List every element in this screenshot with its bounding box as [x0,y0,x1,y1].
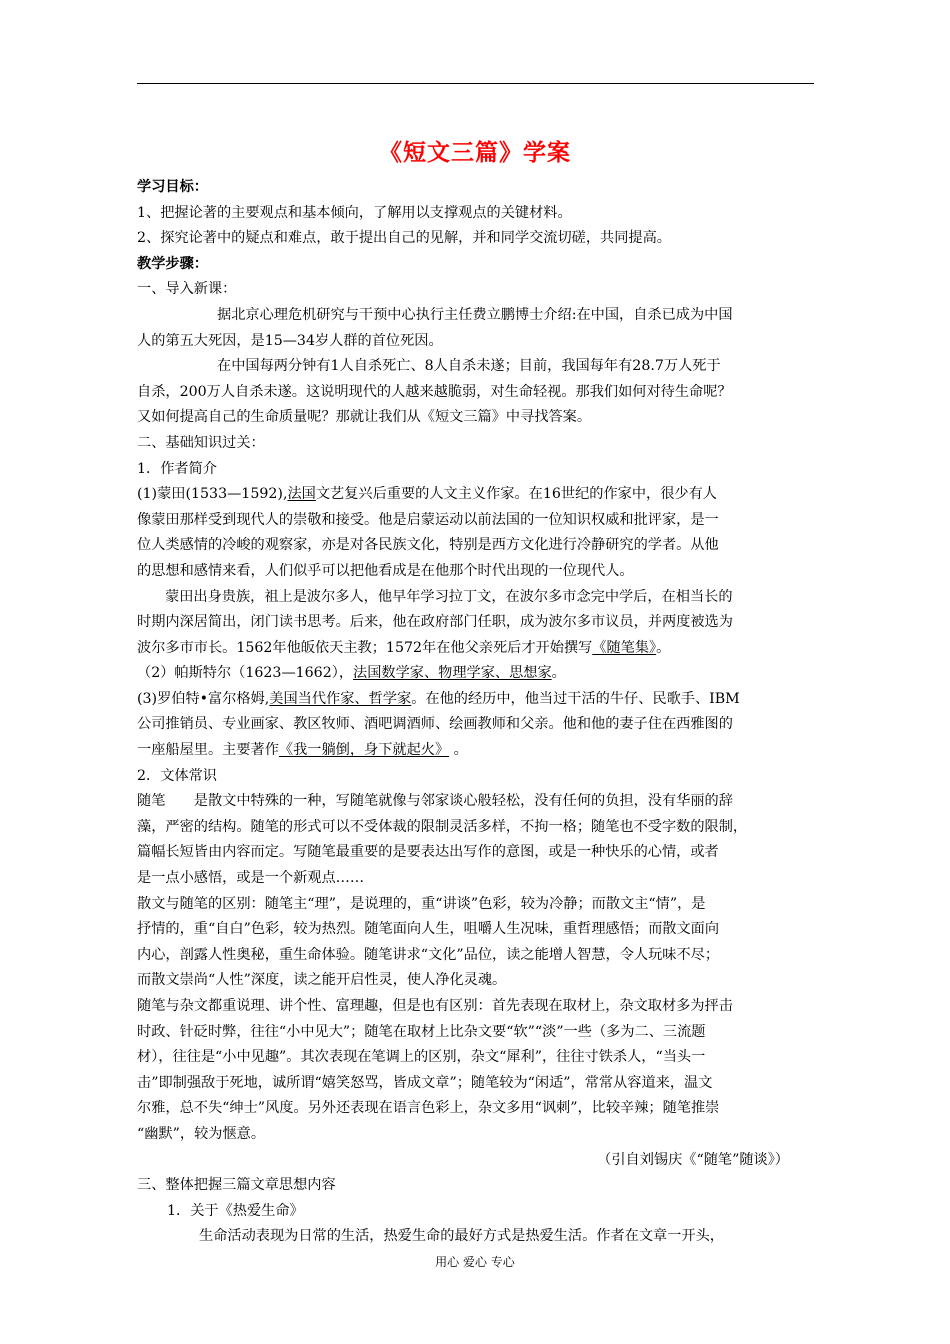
text-line: 内心，剖露人性奥秘，重生命体验。随笔讲求“文化”品位，读之能增人智慧，令人玩味不尽； [137,946,720,963]
section-heading: 三、整体把握三篇文章思想内容 [137,1177,336,1194]
citation: （引自刘锡庆《“随笔”随谈》） [597,1151,789,1168]
text-line: 是一点小感悟，或是一个新观点…… [137,870,365,887]
text-line: 尔雅，总不失“绅士”风度。另外还表现在语言色彩上，杂文多用“讽刺”，比较辛辣；随笔推崇 [137,1100,720,1117]
section-heading: 一、导入新课： [137,281,237,298]
text-line: 藻，严密的结构。随笔的形式可以不受体裁的限制灵活多样，不拘一格；随笔也不受字数的限制， [137,818,748,835]
text-line: 时政、针砭时弊，往往“小中见大”；随笔在取材上比杂文要“软”“淡”一些（多为二、三流题 [137,1023,706,1040]
text-line [137,482,817,508]
text-line: 1、把握论著的主要观点和基本倾向，了解用以支撑观点的关键材料。 [137,204,572,221]
text-line: 人的第五大死因，是15—34岁人群的首位死因。 [137,332,443,349]
text-line: 篇幅长短皆由内容而定。写随笔最重要的是要表达出写作的意图，或是一种快乐的心情，或者 [137,844,719,861]
subsection-heading: 2．文体常识 [137,767,217,784]
text-span: 。在他的经历中，他当过干活的牛仔、民歌手、IBM [411,690,740,707]
text-line: “幽默”，较为惬意。 [137,1125,266,1142]
text-line: 随笔 是散文中特殊的一种，写随笔就像与邻家谈心般轻松，没有任何的负担，没有华丽的辞 [137,793,733,810]
text-line: 散文与随笔的区别：随笔主“理”，是说理的，重“讲谈”色彩，较为冷静；而散文主“情”，是 [137,895,706,912]
text-span: （2）帕斯特尔（1623—1662）， [137,665,354,682]
text-line: 击”即制强敌于死地，诚所谓“嬉笑怒骂，皆成文章”；随笔较为“闲适”，常常从容道来，温文 [137,1074,713,1091]
text-line [137,687,817,713]
section-heading: 教学步骤： [137,255,208,272]
page-title: 《短文三篇》学案 [379,140,571,166]
text-line [137,636,817,662]
text-line: 时期内深居简出，闭门读书思考。后来，他在政府部门任职，成为波尔多市议员，并两度被选为 [137,614,733,631]
document-body [137,175,817,1250]
text-span: 。 [551,665,566,682]
text-line: 据北京心理危机研究与干预中心执行主任费立鹏博士介绍:在中国，自杀已成为中国 [217,306,733,323]
underlined-term: 法国数学家、物理学家、思想家 [353,665,552,682]
text-span: 波尔多市市长。1562年他皈依天主教；1572年在他父亲死后才开始撰写 [137,639,593,656]
underlined-term: 法国 [287,486,316,503]
text-line: 随笔与杂文都重说理、讲个性、富理趣，但是也有区别：首先表现在取材上，杂文取材多为抨击 [137,998,733,1014]
text-span: 。 [656,639,671,656]
text-span: 一座船屋里。主要著作 [137,742,279,759]
text-line: 蒙田出身贵族，祖上是波尔多人，他早年学习拉丁文，在波尔多市念完中学后，在相当长的 [165,588,733,605]
section-heading: 二、基础知识过关： [137,434,265,451]
subsection-heading: 1．关于《热爱生命》 [167,1202,304,1219]
text-line: 公司推销员、专业画家、教区牧师、酒吧调酒师、绘画教师和父亲。他和他的妻子住在西雅图的 [137,716,733,733]
page-footer: 用心 爱心 专心 [435,1255,515,1269]
text-line: 材），往往是“小中见趣”。其次表现在笔调上的区别，杂文“犀利”，往往寸铁杀人，“当头一 [137,1049,706,1066]
text-line: 像蒙田那样受到现代人的崇敬和接受。他是启蒙运动以前法国的一位知识权威和批评家，是一 [137,511,719,528]
text-line: 2、探究论著中的疑点和难点，敢于提出自己的见解，并和同学交流切磋，共同提高。 [137,230,671,247]
header-rule [137,83,814,84]
text-line: 在中国每两分钟有1人自杀死亡、8人自杀未遂；目前，我国每年有28.7万人死于 [217,358,721,375]
underlined-term: 美国当代作家、哲学家 [269,690,412,707]
section-heading: 学习目标： [137,179,208,195]
text-line [137,661,817,687]
underlined-term: 《随笔集》 [592,639,657,656]
text-line: 自杀，200万人自杀未遂。这说明现代的人越来越脆弱，对生命轻视。那我们如何对待生命呢？ [137,383,732,400]
text-line: 又如何提高自己的生命质量呢？那就让我们从《短文三篇》中寻找答案。 [137,409,592,426]
text-span: (3)罗伯特•富尔格姆, [137,690,270,707]
text-span: 。 [449,742,468,759]
text-line: 而散文崇尚“人性”深度，读之能开启性灵，使人净化灵魂。 [137,972,507,989]
text-line: 位人类感情的冷峻的观察家，亦是对各民族文化，特别是西方文化进行冷静研究的学者。从他 [137,537,719,554]
text-line: 的思想和感情来看，人们似乎可以把他看成是在他那个时代出现的一位现代人。 [137,562,634,579]
text-span: (1)蒙田(1533—1592), [137,486,288,503]
text-span: 文艺复兴后重要的人文主义作家。在16世纪的作家中，很少有人 [315,486,717,503]
text-line [137,738,817,764]
text-line: 生命活动表现为日常的生活，热爱生命的最好方式是热爱生活。作者在文章一开头， [199,1228,724,1245]
underlined-term: 《我一躺倒，身下就起火》 [278,742,450,759]
text-line: 抒情的，重“自白”色彩，较为热烈。随笔面向人生，咀嚼人生况味，重哲理感悟；而散文面向 [137,921,720,938]
subsection-heading: 1．作者简介 [137,460,217,477]
